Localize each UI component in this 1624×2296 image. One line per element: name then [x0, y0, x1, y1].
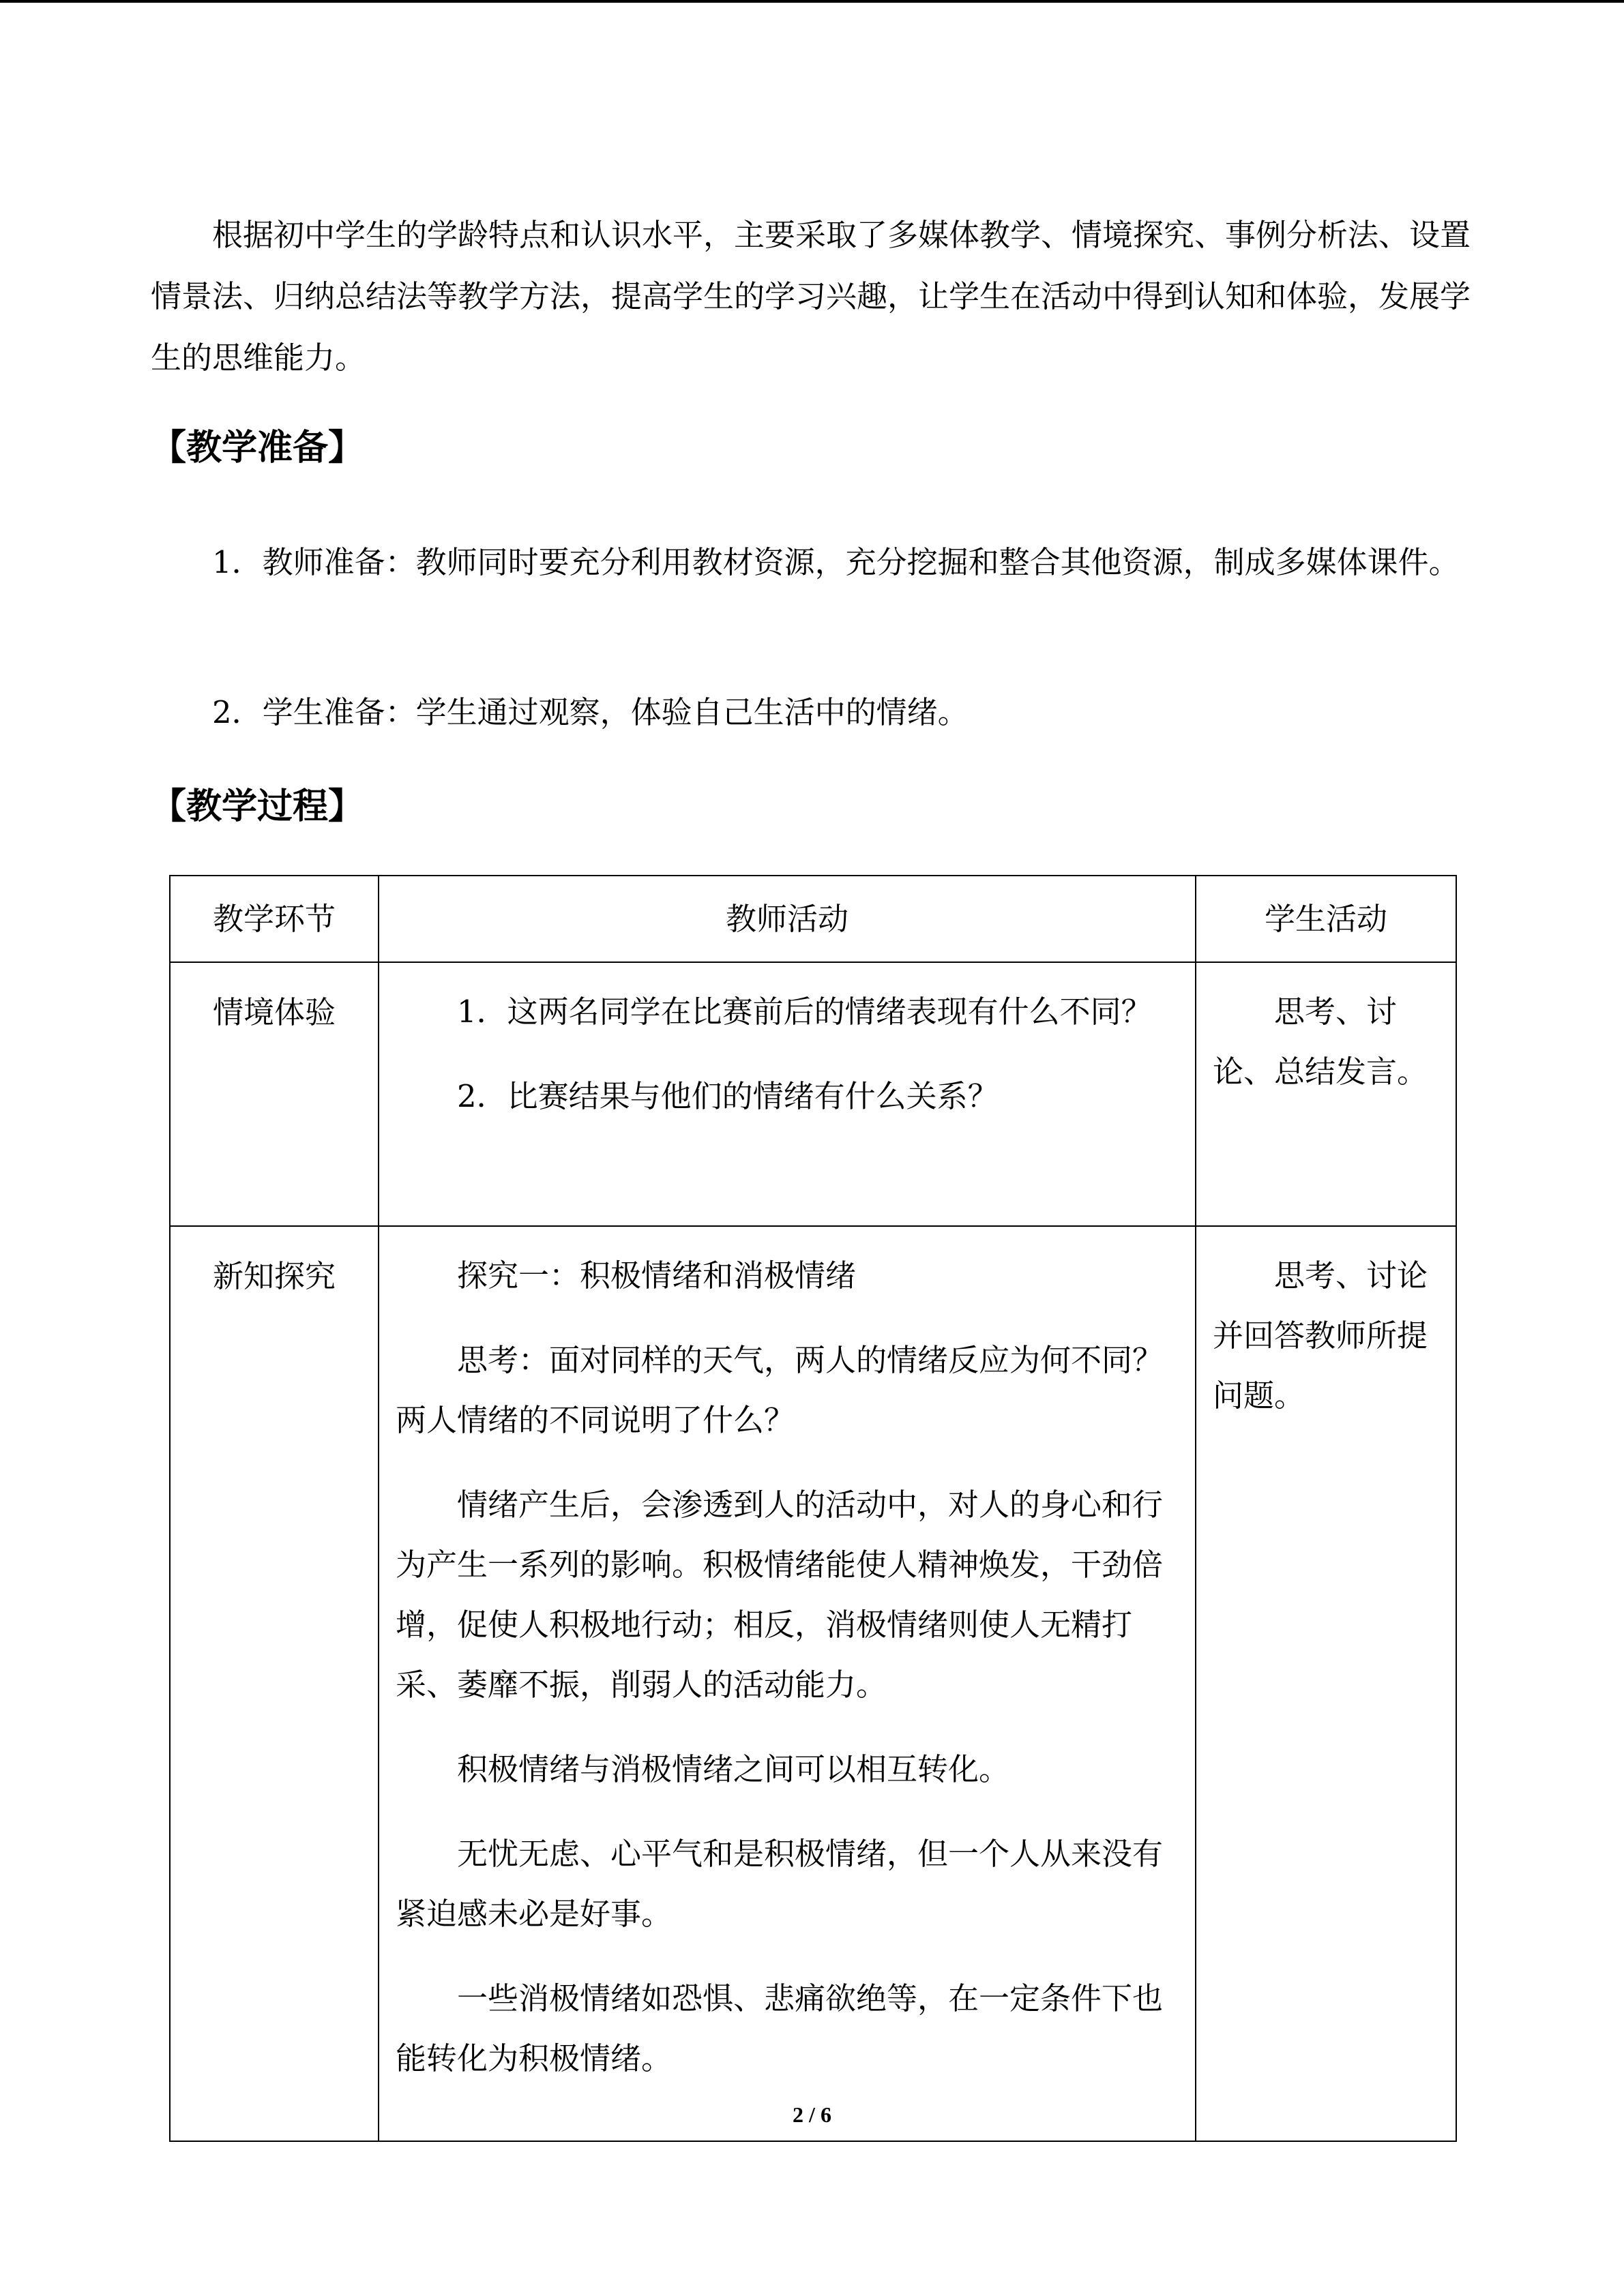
page-number: 2 / 6 — [793, 2102, 831, 2127]
header-stage: 教学环节 — [170, 876, 379, 962]
student-activity-text: 思考、讨论、总结发言。 — [1213, 994, 1428, 1090]
stage-cell: 新知探究 — [170, 1226, 379, 2141]
stage-cell: 情境体验 — [170, 962, 379, 1226]
teacher-activity-item: 思考：面对同样的天气，两人的情绪反应为何不同？两人情绪的不同说明了什么？ — [396, 1342, 1164, 1438]
teacher-activity-item: 情绪产生后，会渗透到人的活动中，对人的身心和行为产生一系列的影响。积极情绪能使人精神焕发，干劲倍增，促使人积极地行动；相反，消极情绪则使人无精打采、萎靡不振，削弱人的活动能力。 — [396, 1487, 1164, 1703]
teacher-activity-item: 1．这两名同学在比赛前后的情绪表现有什么不同？ — [457, 994, 1152, 1030]
table-header-row — [170, 876, 1456, 962]
prep-item-student: 2．学生准备：学生通过观察，体验自己生活中的情绪。 — [212, 694, 969, 730]
table-row — [170, 962, 1456, 1226]
header-student-activity: 学生活动 — [1196, 876, 1456, 962]
section-heading-process: 【教学过程】 — [151, 786, 364, 827]
teacher-activity-item: 积极情绪与消极情绪之间可以相互转化。 — [457, 1751, 1010, 1787]
section-heading-preparation: 【教学准备】 — [151, 428, 364, 468]
student-activity-cell — [1196, 962, 1456, 1226]
student-activity-cell — [1196, 1226, 1456, 2141]
student-activity-text: 思考、讨论并回答教师所提问题。 — [1213, 1257, 1428, 1414]
teaching-process-table — [169, 875, 1457, 2142]
teacher-activity-item: 2．比赛结果与他们的情绪有什么关系？ — [457, 1078, 999, 1114]
teacher-activity-item: 探究一：积极情绪和消极情绪 — [457, 1257, 857, 1294]
intro-paragraph: 根据初中学生的学龄特点和认识水平，主要采取了多媒体教学、情境探究、事例分析法、设置情景法、归纳总结法等教学方法，提高学生的学习兴趣，让学生在活动中得到认知和体验，发展学生的思维能力。 — [151, 217, 1471, 376]
teacher-activity-cell — [379, 962, 1196, 1226]
teacher-activity-cell — [379, 1226, 1196, 2141]
header-teacher-activity: 教师活动 — [379, 876, 1196, 962]
top-border-rule — [0, 0, 1624, 3]
table-row — [170, 1226, 1456, 2141]
prep-item-teacher: 1．教师准备：教师同时要充分利用教材资源，充分挖掘和整合其他资源，制成多媒体课件。 — [212, 544, 1460, 580]
teacher-activity-item: 一些消极情绪如恐惧、悲痛欲绝等，在一定条件下也能转化为积极情绪。 — [396, 1980, 1164, 2076]
teacher-activity-item: 无忧无虑、心平气和是积极情绪，但一个人从来没有紧迫感未必是好事。 — [396, 1836, 1164, 1932]
